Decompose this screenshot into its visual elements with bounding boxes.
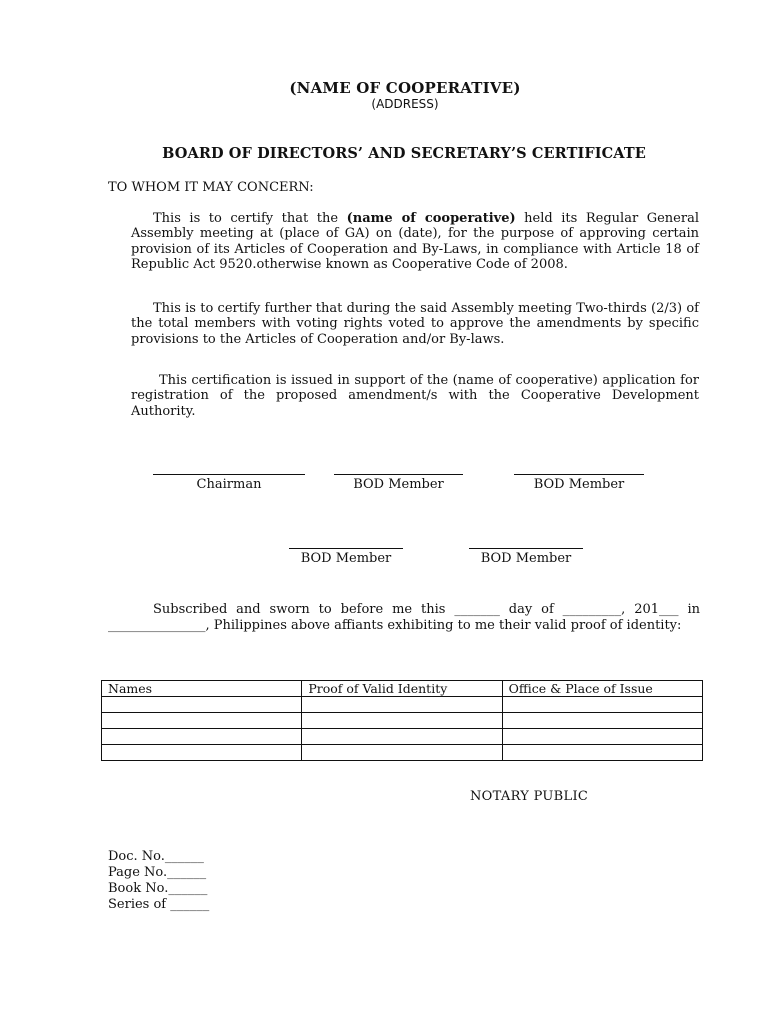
table-row: [102, 697, 703, 713]
table-cell[interactable]: [502, 713, 702, 729]
table-cell[interactable]: [102, 745, 302, 761]
column-header-proof-of-identity: Proof of Valid Identity: [302, 681, 502, 697]
signature-bod-member-2: [514, 474, 644, 492]
signature-label: BOD Member: [533, 477, 625, 492]
signature-label: Chairman: [196, 477, 262, 492]
column-header-names: Names: [102, 681, 302, 697]
salutation: TO WHOM IT MAY CONCERN:: [108, 180, 314, 195]
table-row: [102, 745, 703, 761]
certification-paragraph-2: [131, 301, 699, 347]
oath-paragraph: [108, 602, 700, 634]
signature-line: [469, 548, 583, 549]
series-of: Series of ______: [108, 897, 210, 912]
table-cell[interactable]: [502, 697, 702, 713]
cooperative-name-heading: (NAME OF COOPERATIVE): [289, 79, 521, 97]
signature-chairman: [153, 474, 305, 492]
table-cell[interactable]: [302, 713, 502, 729]
table-cell[interactable]: [302, 729, 502, 745]
signature-label: BOD Member: [353, 477, 444, 492]
notarial-doc-info: [108, 849, 209, 913]
identity-table: [101, 680, 703, 761]
signature-bod-member-1: [334, 474, 463, 492]
paragraph-1-cooperative-name: (name of cooperative): [346, 211, 516, 226]
certification-paragraph-3: [131, 373, 699, 419]
table-cell[interactable]: [102, 697, 302, 713]
document-title: BOARD OF DIRECTORS’ AND SECRETARY’S CERTIFICATE: [162, 145, 646, 162]
signature-bod-member-3: [289, 548, 403, 566]
signature-label: BOD Member: [480, 551, 572, 566]
table-row: [102, 729, 703, 745]
table-cell[interactable]: [502, 745, 702, 761]
table-row: [102, 713, 703, 729]
paragraph-2-text: This is to certify further that during the said Assembly meeting Two-thirds (2/3) of the total members with voting rights voted to approve the amendments by specific provisions to the Articles of Cooperation and/or By-laws.: [131, 301, 699, 347]
signature-label: BOD Member: [300, 551, 392, 566]
paragraph-1-before: This is to certify that the: [153, 211, 347, 226]
signature-line: [334, 474, 463, 475]
signature-bod-member-4: [469, 548, 583, 566]
signature-line: [153, 474, 305, 475]
cooperative-address: (ADDRESS): [371, 97, 439, 111]
notary-public-label: NOTARY PUBLIC: [470, 789, 589, 804]
table-cell[interactable]: [302, 697, 502, 713]
oath-text: Subscribed and sworn to before me this _______ day of _________, 201___ in _______________, Philippines above affiants exhibiting to me their valid proof of identity:: [108, 602, 700, 633]
certification-paragraph-1: [131, 211, 699, 272]
signature-line: [289, 548, 403, 549]
column-header-office-place-of-issue: Office & Place of Issue: [502, 681, 702, 697]
table-cell[interactable]: [102, 729, 302, 745]
page-number: Page No.______: [108, 865, 207, 880]
doc-number: Doc. No.______: [108, 849, 204, 864]
paragraph-1-after: held its Regular General Assembly meeting at (place of GA) on (date), for the purpose of approving certain provision of its Articles of Cooperation and By-Laws, in compliance with Article 18 of Republic Act 9520.otherwise known as Cooperative Code of 2008.: [131, 211, 699, 272]
paragraph-3-text: This certification is issued in support of the (name of cooperative) application for registration of the proposed amendment/s with the Cooperative Development Authority.: [131, 373, 699, 419]
table-header-row: [102, 681, 703, 697]
table-cell[interactable]: [102, 713, 302, 729]
table-cell[interactable]: [502, 729, 702, 745]
signature-line: [514, 474, 644, 475]
book-number: Book No.______: [108, 881, 208, 896]
table-cell[interactable]: [302, 745, 502, 761]
